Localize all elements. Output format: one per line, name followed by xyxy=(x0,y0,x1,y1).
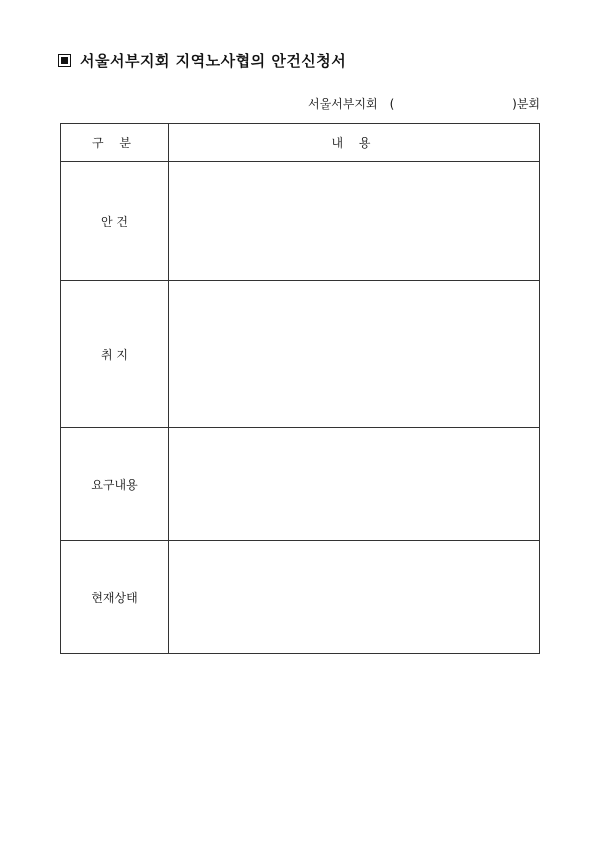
row-label-purpose: 취 지 xyxy=(61,281,169,428)
header-content: 내 용 xyxy=(169,124,540,162)
table-header-row xyxy=(61,124,540,162)
application-table xyxy=(60,123,540,654)
agenda-content-field[interactable] xyxy=(169,162,540,281)
branch-line xyxy=(308,95,540,112)
table-row-agenda xyxy=(61,162,540,281)
row-label-status: 현재상태 xyxy=(61,541,169,654)
document-title-text: 서울서부지회 지역노사협의 안건신청서 xyxy=(80,52,347,70)
branch-name: 서울서부지회 xyxy=(308,97,378,111)
status-content-field[interactable] xyxy=(169,541,540,654)
table-row-status xyxy=(61,541,540,654)
document-title xyxy=(58,50,346,71)
filled-square-icon xyxy=(58,54,71,67)
request-content-field[interactable] xyxy=(169,428,540,541)
table-row-request xyxy=(61,428,540,541)
branch-paren-close: ) xyxy=(512,96,517,111)
row-label-agenda: 안 건 xyxy=(61,162,169,281)
header-category: 구 분 xyxy=(61,124,169,162)
branch-paren-open: ( xyxy=(389,96,395,111)
branch-suffix: 분회 xyxy=(516,97,540,111)
row-label-request: 요구내용 xyxy=(61,428,169,541)
purpose-content-field[interactable] xyxy=(169,281,540,428)
table-row-purpose xyxy=(61,281,540,428)
